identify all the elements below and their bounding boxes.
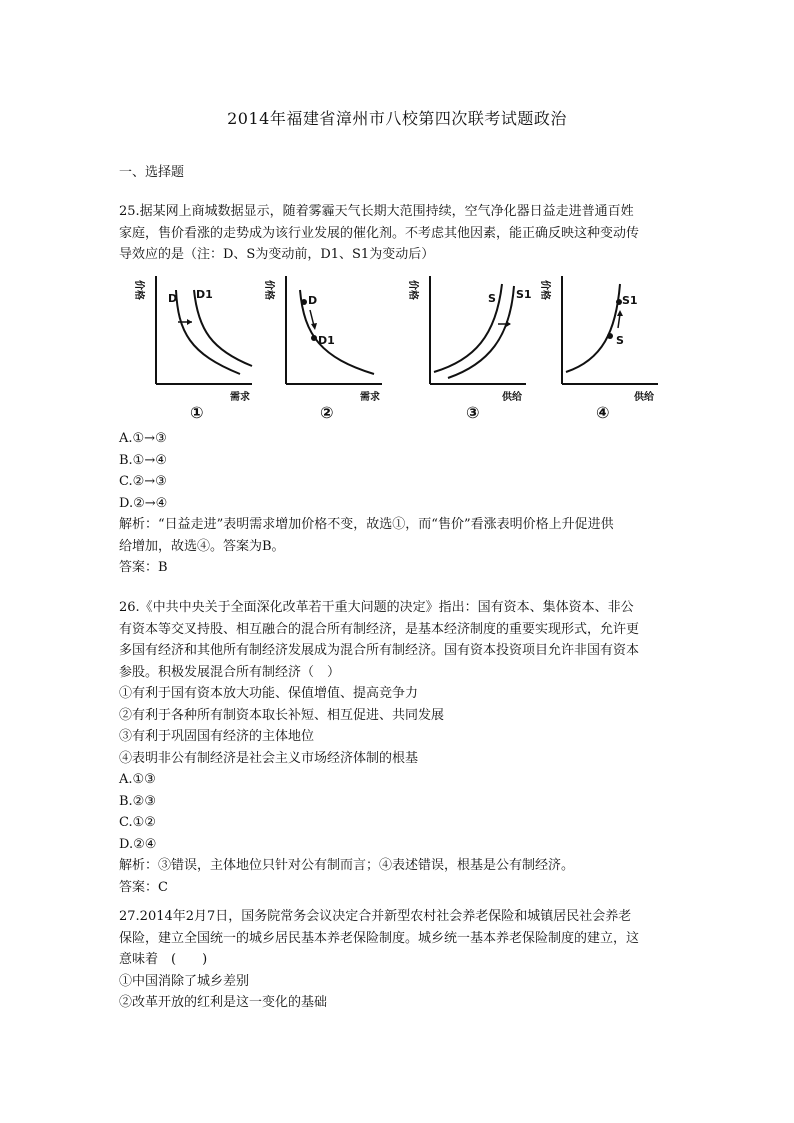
curve-label: S1 bbox=[516, 288, 532, 301]
statement: ①有利于国有资本放大功能、保值增值、提高竞争力 bbox=[119, 686, 419, 701]
document-title: 2014年福建省漳州市八校第四次联考试题政治 bbox=[227, 109, 567, 128]
stem-line: 25.据某网上商城数据显示，随着雾霾天气长期大范围持续，空气净化器日益走进普通百姓 bbox=[119, 204, 634, 219]
graph-y-label: 价格 bbox=[407, 280, 418, 300]
graph-x-label: 需求 bbox=[230, 392, 250, 403]
graph-x-label: 供给 bbox=[502, 392, 522, 403]
option-b: B.②③ bbox=[119, 793, 156, 809]
question-27 bbox=[119, 906, 679, 1014]
question-25-stem bbox=[119, 201, 679, 266]
question-26 bbox=[119, 597, 679, 898]
analysis-line: 给增加，故选④。答案为B。 bbox=[119, 538, 285, 554]
option-a: A.①③ bbox=[119, 772, 156, 787]
curve-label: D1 bbox=[196, 288, 213, 301]
graph-y-label: 价格 bbox=[133, 280, 144, 300]
graph-number: ④ bbox=[596, 403, 610, 422]
statement: ③有利于巩固国有经济的主体地位 bbox=[119, 729, 315, 744]
curve-label: S1 bbox=[622, 294, 638, 307]
statement: ②有利于各种所有制资本取长补短、相互促进、共同发展 bbox=[119, 707, 445, 723]
stem-line: 保险，建立全国统一的城乡居民基本养老保险制度。城乡统一基本养老保险制度的建立，这 bbox=[119, 930, 640, 946]
curve-label: S bbox=[616, 334, 624, 347]
option-b: B.①→④ bbox=[119, 452, 167, 468]
graph-x-label: 供给 bbox=[634, 392, 654, 403]
question-25-body bbox=[119, 428, 679, 579]
statement: ①中国消除了城乡差别 bbox=[119, 973, 250, 989]
stem-line: 意味着 ( ) bbox=[119, 952, 208, 967]
statement: ②改革开放的红利是这一变化的基础 bbox=[119, 995, 328, 1010]
graph-1 bbox=[133, 272, 258, 424]
option-c: C.②→③ bbox=[119, 474, 167, 489]
curve-label: D bbox=[168, 292, 178, 305]
stem-line: 家庭，售价看涨的走势成为该行业发展的催化剂。不考虑其他因素，能正确反映这种变动传 bbox=[119, 225, 640, 241]
option-d: D.②→④ bbox=[119, 495, 168, 511]
curve-label: D bbox=[308, 294, 318, 307]
graph-number: ① bbox=[190, 403, 204, 422]
analysis-line: 解析：③错误，主体地位只针对公有制而言；④表述错误，根基是公有制经济。 bbox=[119, 858, 575, 873]
stem-line: 26.《中共中央关于全面深化改革若干重大问题的决定》指出：国有资本、集体资本、非公 bbox=[119, 600, 634, 615]
graph-y-label: 价格 bbox=[539, 280, 550, 300]
graph-y-label: 价格 bbox=[263, 280, 274, 300]
stem-line: 多国有经济和其他所有制经济发展成为混合所有制经济。国有资本投资项目允许非国有资本 bbox=[119, 643, 640, 658]
option-c: C.①② bbox=[119, 815, 156, 830]
analysis-line: 解析：“日益走进”表明需求增加价格不变，故选①，而“售价”看涨表明价格上升促进供 bbox=[119, 517, 614, 532]
graph-2 bbox=[263, 272, 388, 424]
stem-line: 导效应的是（注：D、S为变动前，D1、S1为变动后） bbox=[119, 247, 435, 262]
stem-line: 有资本等交叉持股、相互融合的混合所有制经济，是基本经济制度的重要实现形式，允许更 bbox=[119, 621, 640, 637]
section-heading: 一、选择题 bbox=[119, 165, 185, 180]
answer: 答案：C bbox=[119, 879, 168, 895]
option-d: D.②④ bbox=[119, 836, 157, 852]
curve-label: S bbox=[488, 292, 496, 305]
curve-label: D1 bbox=[318, 334, 335, 347]
answer: 答案：B bbox=[119, 560, 168, 575]
statement: ④表明非公有制经济是社会主义市场经济体制的根基 bbox=[119, 750, 419, 766]
graph-x-label: 需求 bbox=[360, 392, 380, 403]
stem-line: 27.2014年2月7日，国务院常务会议决定合并新型农村社会养老保险和城镇居民社会养老 bbox=[119, 909, 632, 924]
graph-3 bbox=[407, 272, 532, 424]
graph-number: ② bbox=[320, 403, 334, 422]
graph-4 bbox=[539, 272, 664, 424]
option-a: A.①→③ bbox=[119, 431, 167, 446]
stem-line: 参股。积极发展混合所有制经济（ ） bbox=[119, 664, 341, 680]
supply-demand-graphs bbox=[133, 272, 680, 424]
graph-number: ③ bbox=[466, 403, 480, 422]
